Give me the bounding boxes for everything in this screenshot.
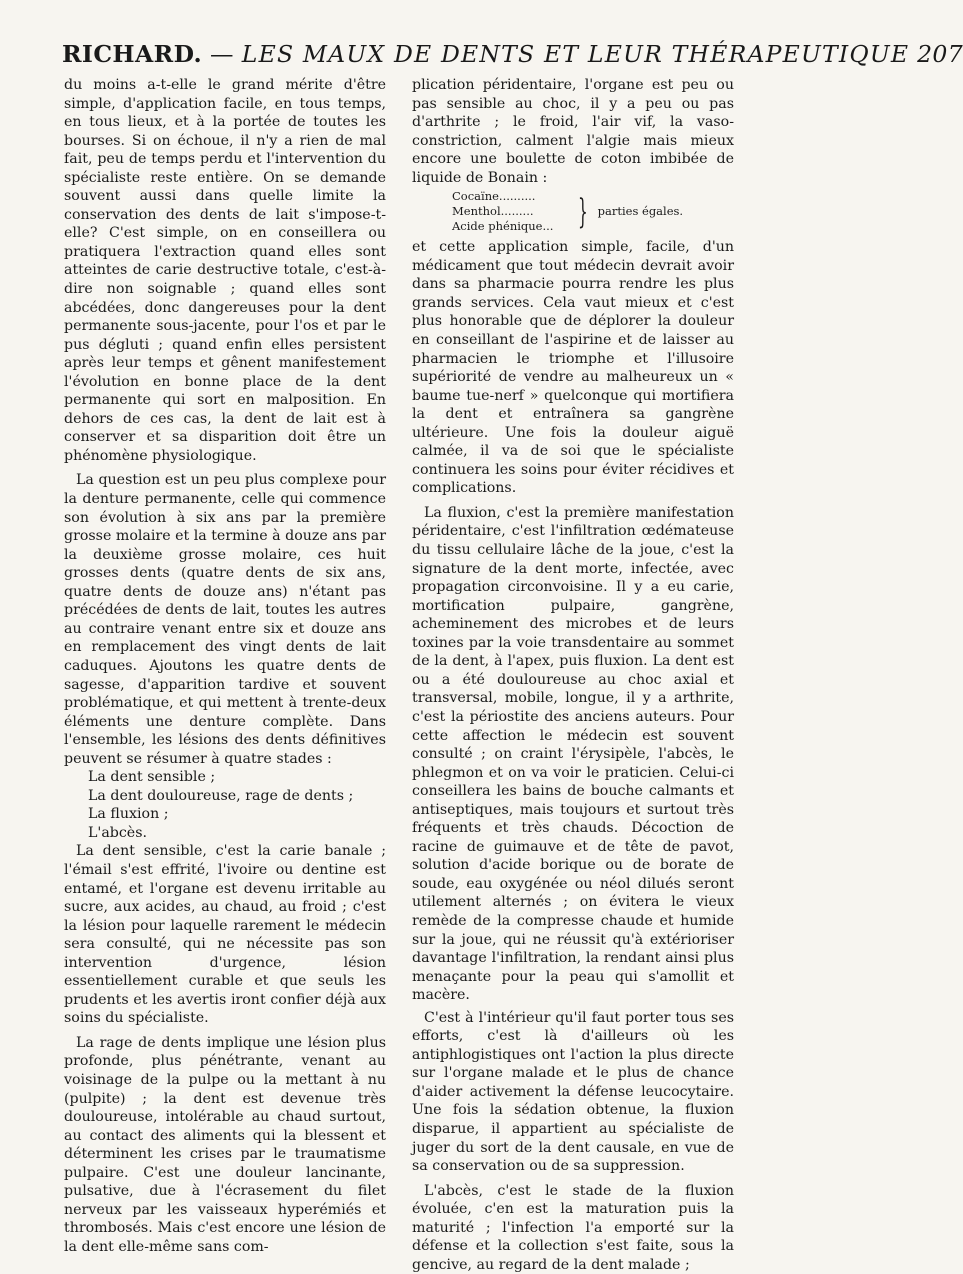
formula-ingredient: Menthol.........: [452, 204, 534, 219]
header-dash: —: [210, 40, 234, 68]
paragraph: La rage de dents implique une lésion plus profonde, plus pénétrante, venant au voisinage de la pulpe ou la mettant à nu (pulpite) ; la dent est devenue très douloureuse, intolérable au chaud surtout, au contact des aliments qui la blessent et déterminent les crises par le traumatisme pulpaire. C'est une douleur lancinante, pulsative, due à l'écrasement du filet nerveux par les vaisseaux hyperémiés et thrombosés. Mais c'est encore une lésion de la dent elle-même sans com-: [64, 1034, 386, 1255]
brace-icon: }: [577, 191, 588, 232]
header-author: RICHARD.: [62, 40, 203, 68]
formula-ingredients: [452, 189, 572, 234]
paragraph: L'abcès, c'est le stade de la fluxion évoluée, c'en est la maturation puis la maturité ; l'infection l'a emporté sur la défense et la collection s'est faite, sous la gencive, au regard de la dent malade ;: [412, 1182, 734, 1273]
left-column: [64, 76, 386, 1256]
stage-item: La dent douloureuse, rage de dents ;: [88, 787, 354, 804]
bonain-formula: [452, 189, 734, 234]
paragraph: C'est à l'intérieur qu'il faut porter tous ses efforts, c'est là d'ailleurs où les antiphlogistiques ont l'action la plus directe sur l'organe malade et le plus de chance d'aider activement la défense leucocytaire. Une fois la sédation obtenue, la fluxion disparue, il appartient au spécialiste de juger du sort de la dent causale, en vue de sa conservation ou de sa suppression.: [412, 1009, 734, 1175]
right-column: [412, 76, 734, 1274]
formula-note: parties égales.: [597, 204, 684, 219]
paragraph: du moins a-t-elle le grand mérite d'être simple, d'application facile, en tous temps, en tous lieux, et à la portée de toutes les bourses. Si on échoue, il n'y a rien de mal fait, peu de temps perdu et l'intervention du spécialiste reste entière. On se demande souvent aussi dans quelle limite la conservation des dents de lait s'impose-t-elle? C'est simple, on en conseillera ou pratiquera l'extraction quand elles sont atteintes de carie destructive totale, c'est-à-dire non soignable ; quand elles sont abcédées, donc dangereuses pour la dent permanente sous-jacente, pour l'os et par le pus dégluti ; quand enfin elles persistent après leur temps et gênent manifestement l'évolution en bonne place de la dent permanente qui sort en malposition. En dehors de ces cas, la dent de lait est à conserver et sa disparition doit être un phénomène physiologique.: [64, 77, 386, 464]
running-header: [62, 40, 963, 74]
paragraph: La fluxion, c'est la première manifestation péridentaire, c'est l'infiltration œdémateuse du tissu cellulaire lâche de la joue, c'est la signature de la dent morte, infectée, avec propagation circonvoisine. Il y a eu carie, mortification pulpaire, gangrène, acheminement des microbes et de leurs toxines par la voie transdentaire au sommet de la dent, à l'apex, puis fluxion. La dent est ou a été douloureuse au choc axial et transversal, mobile, longue, il y a arthrite, c'est la périostite des anciens auteurs. Pour cette affection le médecin est souvent consulté ; on craint l'érysipèle, l'abcès, le phlegmon et on va voir le praticien. Celui-ci conseillera les bains de bouche calmants et antiseptiques, mais toujours et surtout très fréquents et très chauds. Décoction de racine de guimauve et de tête de pavot, solution d'acide borique ou de borate de soude, eau oxygénée ou néol dilués seront utilement alternés ; on évitera le vieux remède de la compresse chaude et humide sur la joue, qui ne réussit qu'à extérioriser davantage l'infiltration, la rendant ainsi plus menaçante pour la peau qui s'amollit et macère.: [412, 504, 734, 1004]
paragraph: plication péridentaire, l'organe est peu ou pas sensible au choc, il y a peu ou pas d'arthrite ; le froid, l'air vif, la vaso-constriction, calment l'algie mais mieux encore une boulette de coton imbibée de liquide de Bonain :: [412, 77, 734, 186]
paragraph: La question est un peu plus complexe pour la denture permanente, celle qui commence son évolution à six ans par la première grosse molaire et la termine à douze ans par la deuxième grosse molaire, ces huit grosses dents (quatre dents de six ans, quatre dents de douze ans) n'étant pas précédées de dents de lait, toutes les autres au contraire venant entre six et douze ans en remplacement des vingt dents de lait caduques. Ajoutons les quatre dents de sagesse, d'apparition tardive et souvent problématique, et qui mettent à trente-deux éléments une denture complète. Dans l'ensemble, les lésions des dents définitives peuvent se résumer à quatre stades :: [64, 472, 386, 767]
stage-item: La fluxion ;: [88, 806, 169, 823]
formula-ingredient: Cocaïne..........: [452, 189, 536, 204]
stage-item: L'abcès.: [88, 824, 147, 841]
paragraph: La dent sensible, c'est la carie banale ; l'émail s'est effrité, l'ivoire ou dentine est entamé, et l'organe est devenu irritable au sucre, aux acides, au chaud, au froid ; c'est la lésion pour laquelle rarement le médecin sera consulté, qui ne nécessite pas son intervention d'urgence, lésion essentiellement curable et que seuls les prudents et les avertis iront confier déjà aux soins du spécialiste.: [64, 843, 386, 1027]
stage-item: La dent sensible ;: [88, 769, 216, 786]
formula-ingredient: Acide phénique...: [452, 219, 554, 234]
paragraph: et cette application simple, facile, d'un médicament que tout médecin devrait avoir dans sa pharmacie pourra rendre les plus grands services. Cela vaut mieux et c'est plus honorable que de déplorer la douleur en conseillant de l'aspirine et de laisser au pharmacien le triomphe et l'illusoire supériorité de vendre au malheureux un « baume tue-nerf » quelconque qui mortifiera la dent et entraînera sa gangrène ultérieure. Une fois la douleur aiguë calmée, il va de soi que le spécialiste continuera les soins pour éviter récidives et complications.: [412, 239, 734, 497]
page-number: 207: [917, 40, 963, 68]
header-title: LES MAUX DE DENTS ET LEUR THÉRAPEUTIQUE: [241, 40, 910, 68]
